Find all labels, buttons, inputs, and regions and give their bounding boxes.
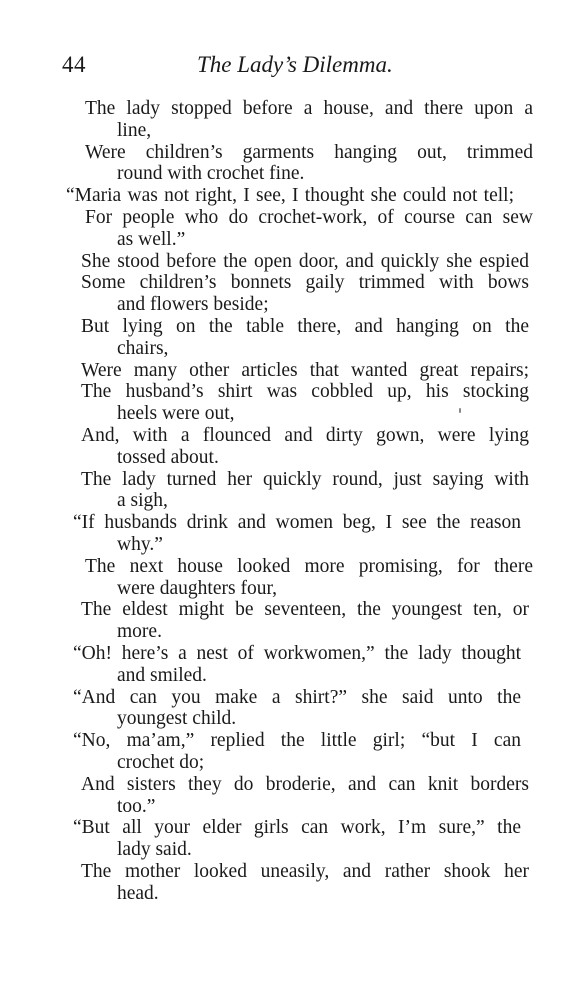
verse-line: line, bbox=[117, 119, 152, 141]
verse-line: The mother looked uneasily, and rather shook her bbox=[81, 860, 529, 882]
verse-line: and smiled. bbox=[117, 664, 207, 686]
verse-line: “No, ma’am,” replied the little girl; “but I can bbox=[73, 730, 521, 752]
verse-line: The eldest might be seventeen, the youngest ten, or bbox=[81, 599, 529, 621]
verse-line: Were children’s garments hanging out, trimmed bbox=[85, 141, 533, 163]
verse-line: chairs, bbox=[117, 337, 169, 359]
verse-line: The lady stopped before a house, and there upon a bbox=[85, 98, 533, 119]
verse-line: She stood before the open door, and quickly she espied bbox=[81, 250, 529, 272]
verse-line: Some children’s bonnets gaily trimmed with bows bbox=[81, 272, 529, 294]
verse-line: and flowers beside; bbox=[117, 294, 269, 316]
verse-line: And, with a flounced and dirty gown, were lying bbox=[81, 424, 529, 446]
verse-line: “Oh! here’s a nest of workwomen,” the lady thought bbox=[73, 642, 521, 664]
verse-line: The next house looked more promising, for there bbox=[85, 555, 533, 577]
verse-line: And sisters they do broderie, and can knit borders bbox=[81, 773, 529, 795]
verse-line: heels were out, bbox=[117, 403, 235, 425]
running-title: The Lady’s Dilemma. bbox=[197, 52, 393, 77]
verse-line: crochet do; bbox=[117, 751, 205, 773]
verse-line: round with crochet fine. bbox=[117, 163, 305, 185]
print-speck bbox=[459, 408, 461, 413]
verse-line: as well.” bbox=[117, 228, 186, 250]
verse-line: “If husbands drink and women beg, I see the reason bbox=[73, 512, 521, 534]
verse-line: “But all your elder girls can work, I’m sure,” the bbox=[73, 817, 521, 839]
verse-line: The husband’s shirt was cobbled up, his stocking bbox=[81, 381, 529, 403]
page-number: 44 bbox=[62, 52, 86, 77]
verse-line: The lady turned her quickly round, just saying with bbox=[81, 468, 529, 490]
verse-line: more. bbox=[117, 621, 162, 643]
page-header bbox=[62, 52, 525, 88]
verse-line: “And can you make a shirt?” she said unto the bbox=[73, 686, 521, 708]
verse-line: head. bbox=[117, 882, 159, 904]
verse-line: too.” bbox=[117, 795, 156, 817]
verse-line: lady said. bbox=[117, 839, 192, 861]
verse-line: For people who do crochet-work, of course can sew bbox=[85, 206, 533, 228]
verse-line: Were many other articles that wanted great repairs; bbox=[81, 359, 529, 381]
verse-line: “Maria was not right, I see, I thought she could not tell; bbox=[66, 185, 514, 207]
verse-line: tossed about. bbox=[117, 446, 219, 468]
verse-line: why.” bbox=[117, 533, 163, 555]
verse-line: a sigh, bbox=[117, 490, 168, 512]
poem-text bbox=[0, 98, 565, 904]
verse-line: were daughters four, bbox=[117, 577, 278, 599]
verse-line: But lying on the table there, and hanging on the bbox=[81, 315, 529, 337]
verse-line: youngest child. bbox=[117, 708, 237, 730]
